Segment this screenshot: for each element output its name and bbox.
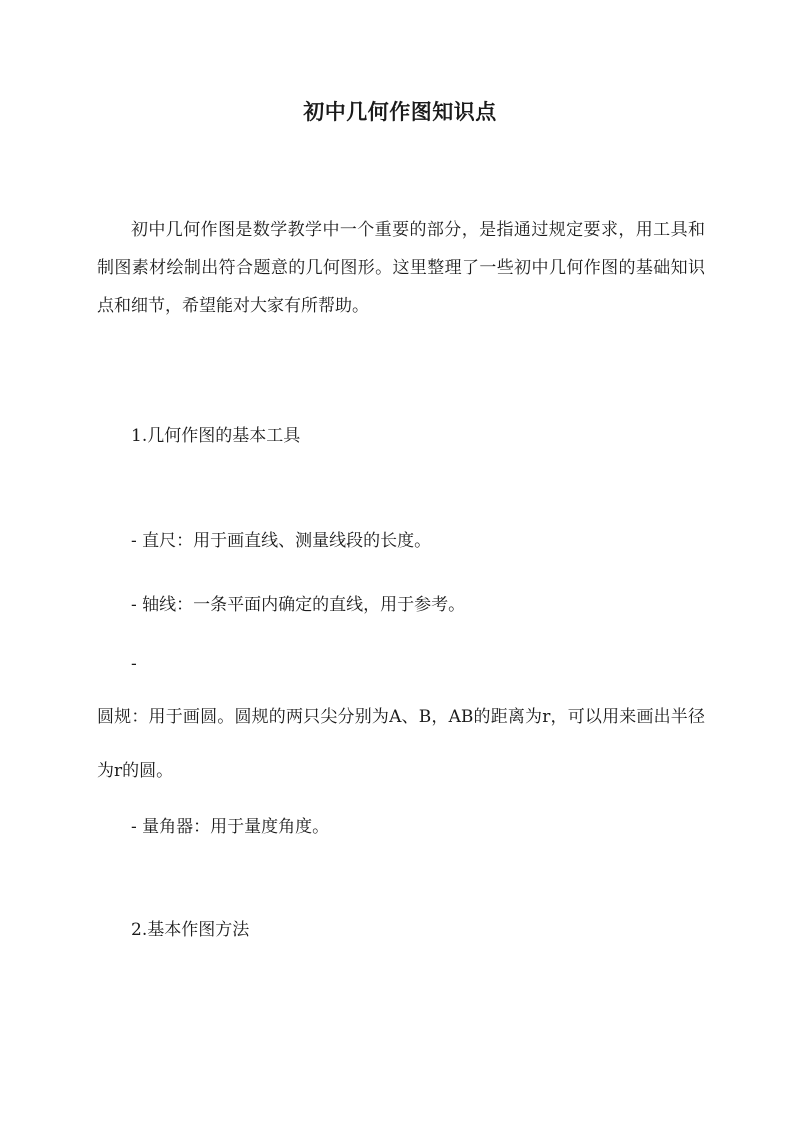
list-item-protractor: - 量角器：用于量度角度。 [131,817,330,837]
section-heading-tools: 1.几何作图的基本工具 [131,426,301,446]
list-item-ruler: - 直尺：用于画直线、测量线段的长度。 [131,531,432,551]
list-item-compass: 圆规：用于画圆。圆规的两只尖分别为A、B，AB的距离为r，可以用来画出半径为r的圆。 [97,707,705,781]
page-title: 初中几何作图知识点 [303,99,497,124]
list-item-axis: - 轴线：一条平面内确定的直线，用于参考。 [131,595,466,615]
list-item-dash: - [131,654,137,674]
section-heading-methods: 2.基本作图方法 [131,920,250,940]
intro-paragraph: 初中几何作图是数学教学中一个重要的部分，是指通过规定要求，用工具和制图素材绘制出符合题意的几何图形。这里整理了一些初中几何作图的基础知识点和细节，希望能对大家有所帮助。 [97,220,705,316]
